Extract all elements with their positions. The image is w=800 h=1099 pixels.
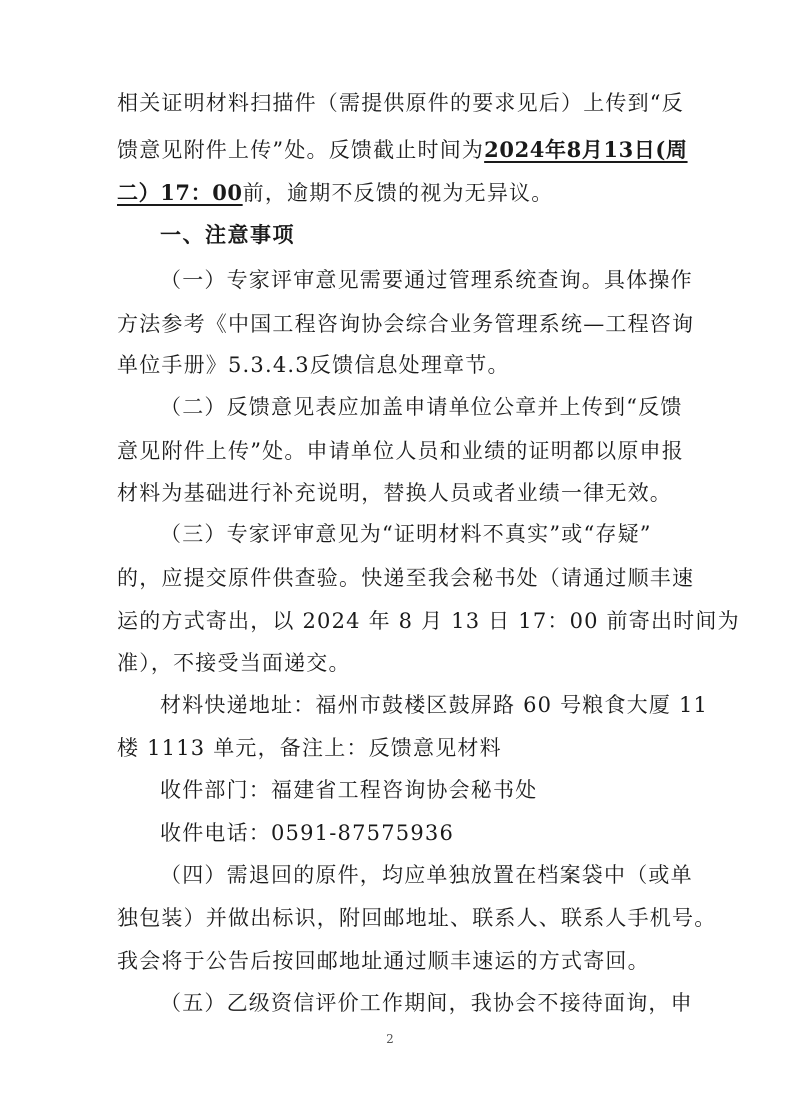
- intro-line-1: 相关证明材料扫描件（需提供原件的要求见后）上传到“反: [117, 91, 684, 115]
- deadline-time: 二）17：00: [117, 180, 243, 205]
- item3-line-3: 运的方式寄出，以 2024 年 8 月 13 日 17：00 前寄出时间为: [117, 609, 740, 633]
- item1-line-3: 单位手册》5.3.4.3反馈信息处理章节。: [117, 353, 510, 377]
- item1-line-2: 方法参考《中国工程咨询协会综合业务管理系统—工程咨询: [117, 312, 695, 336]
- intro-line-2-text: 馈意见附件上传”处。反馈截止时间为: [117, 138, 485, 162]
- item2-line-3: 材料为基础进行补充说明，替换人员或者业绩一律无效。: [117, 481, 672, 505]
- item1-line-1: （一）专家评审意见需要通过管理系统查询。具体操作: [160, 268, 693, 292]
- item5-line-1: （五）乙级资信评价工作期间，我协会不接待面询，申: [160, 991, 693, 1015]
- deadline-date: 2024年8月13日(周: [484, 137, 688, 162]
- intro-line-3: [117, 178, 553, 208]
- intro-line-2: [117, 135, 688, 165]
- section-heading: 一、注意事项: [160, 222, 295, 247]
- page-number: 2: [386, 1032, 394, 1046]
- item3-line-2: 的，应提交原件供查验。快递至我会秘书处（请通过顺丰速: [117, 566, 695, 590]
- address-line-1: 材料快递地址：福州市鼓楼区鼓屏路 60 号粮食大厦 11: [160, 693, 709, 717]
- item2-line-1: （二）反馈意见表应加盖申请单位公章并上传到“反馈: [160, 395, 683, 419]
- item4-line-1: （四）需退回的原件，均应单独放置在档案袋中（或单: [160, 863, 693, 887]
- intro-line-3-text: 前，逾期不反馈的视为无异议。: [242, 181, 554, 205]
- item2-line-2: 意见附件上传”处。申请单位人员和业绩的证明都以原申报: [117, 439, 684, 463]
- phone-line: 收件电话：0591-87575936: [160, 821, 455, 845]
- item4-line-2: 独包装）并做出标识，附回邮地址、联系人、联系人手机号。: [117, 906, 717, 930]
- item3-line-1: （三）专家评审意见为“证明材料不真实”或“存疑”: [160, 522, 652, 546]
- address-line-2: 楼 1113 单元，备注上：反馈意见材料: [117, 736, 502, 760]
- item3-line-4: 准），不接受当面递交。: [117, 651, 351, 675]
- item4-line-3: 我会将于公告后按回邮地址通过顺丰速运的方式寄回。: [117, 949, 650, 973]
- dept-line: 收件部门：福建省工程咨询协会秘书处: [160, 778, 538, 802]
